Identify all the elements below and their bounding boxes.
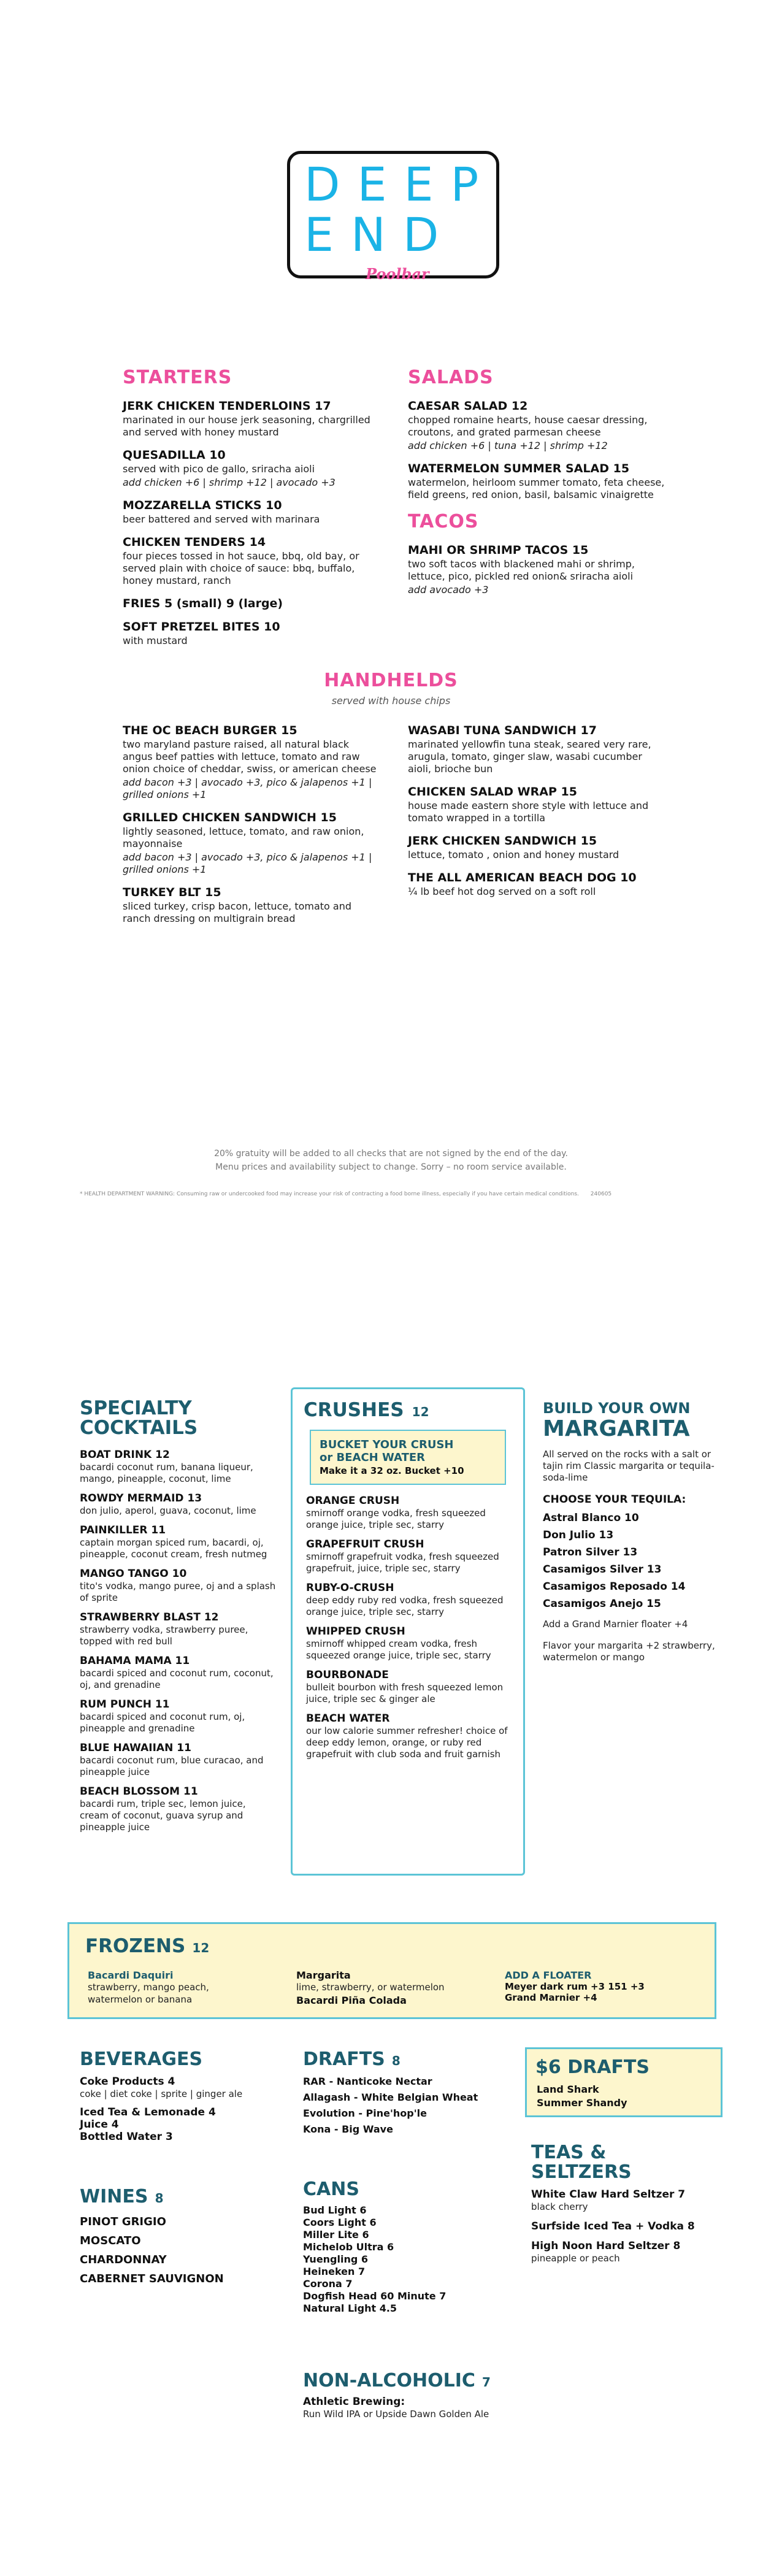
draft-item: Evolution - Pine'hop'le [303, 2107, 427, 2119]
coke-options: coke | diet coke | sprite | ginger ale [80, 2088, 243, 2099]
frozens-box [67, 1922, 716, 2019]
starter-item-name: JERK CHICKEN TENDERLOINS 17 [123, 399, 331, 413]
handheld-item-name: THE ALL AMERICAN BEACH DOG 10 [408, 871, 637, 884]
handheld-item-name: WASABI TUNA SANDWICH 17 [408, 724, 597, 737]
salad-item [408, 462, 665, 501]
health-warning-text: * HEALTH DEPARTMENT WARNING: Consuming raw or undercooked food may increase your risk of contracting a food borne illness, especially if you have certain medical conditions. [80, 1191, 579, 1197]
crush-item-desc: smirnoff orange vodka, fresh squeezed orange juice, triple sec, starry [306, 1508, 486, 1530]
handheld-item-desc: lightly seasoned, lettuce, tomato, and raw onion, mayonnaise [123, 826, 364, 849]
crush-item-desc: bulleit bourbon with fresh squeezed lemon juice, triple sec & ginger ale [306, 1682, 504, 1704]
tequila-item: Casamigos Reposado 14 [543, 1581, 686, 1593]
wine-item: MOSCATO [80, 2234, 141, 2247]
salad-item-desc: chopped romaine hearts, house caesar dressing, croutons, and grated parmesan cheese [408, 414, 648, 438]
crush-item-name: BOURBONADE [306, 1669, 389, 1681]
six-drafts-item-2: Summer Shandy [537, 2097, 627, 2109]
crush-item-name: GRAPEFRUIT CRUSH [306, 1538, 424, 1551]
crush-item [306, 1495, 510, 1531]
logo-script: Poolbar [366, 265, 429, 283]
can-item: Michelob Ultra 6 [303, 2241, 394, 2253]
crush-item [306, 1712, 510, 1760]
handhelds-left-list [123, 724, 380, 925]
can-item: Yuengling 6 [303, 2253, 369, 2265]
frozens-title-row [85, 1936, 209, 1956]
add-floater-title: ADD A FLOATER [505, 1969, 592, 1981]
margarita-frozen-desc: lime, strawberry, or watermelon [296, 1982, 445, 1993]
cocktail-item-desc: bacardi coconut rum, banana liqueur, mango, pineapple, coconut, lime [80, 1462, 253, 1484]
handhelds-left [123, 724, 380, 935]
handheld-item-addons: add bacon +3 | avocado +3, pico & jalapenos +1 | grilled onions +1 [123, 851, 372, 875]
wines-title-row [80, 2187, 264, 2207]
tequila-item: Casamigos Silver 13 [543, 1563, 662, 1576]
nonalc-section [303, 2371, 524, 2420]
crush-item [306, 1582, 510, 1618]
handheld-item-desc: two maryland pasture raised, all natural black angus beef patties with lettuce, tomato and raw onion choice of cheddar, swiss, or american cheese [123, 738, 377, 775]
bottled-water: Bottled Water 3 [80, 2131, 173, 2143]
starter-item-addons: add chicken +6 | shrimp +12 | avocado +3 [123, 477, 335, 488]
cocktail-item-name: ROWDY MERMAID 13 [80, 1492, 202, 1505]
crushes-price: 12 [412, 1405, 429, 1419]
logo-line1: DEEP [304, 157, 496, 212]
handheld-item [408, 785, 665, 824]
handheld-item [123, 724, 380, 801]
cocktail-item [80, 1655, 276, 1691]
draft-item: Kona - Big Wave [303, 2123, 393, 2135]
draft-item: Allagash - White Belgian Wheat [303, 2091, 478, 2103]
margarita-section [543, 1400, 727, 1663]
crush-item-desc: smirnoff whipped cream vodka, fresh squeezed orange juice, triple sec, starry [306, 1638, 491, 1661]
gratuity-note: 20% gratuity will be added to all checks that are not signed by the end of the day. [214, 1149, 568, 1159]
taco-item-desc: two soft tacos with blackened mahi or shrimp, lettuce, pico, pickled red onion& sriracha aioli [408, 558, 635, 582]
tacos-list [408, 543, 665, 596]
teas-title-2: SELTZERS [531, 2161, 632, 2183]
handhelds-subtitle: served with house chips [331, 695, 451, 707]
tequila-item: Astral Blanco 10 [543, 1512, 639, 1524]
seltzer-item-desc: black cherry [531, 2201, 588, 2212]
salad-item-desc: watermelon, heirloom summer tomato, feta cheese, field greens, red onion, basil, balsamic vinaigrette [408, 477, 665, 500]
choose-tequila: CHOOSE YOUR TEQUILA: [543, 1493, 686, 1506]
prices-note: Menu prices and availability subject to change. Sorry – no room service available. [215, 1162, 567, 1172]
starter-item [123, 597, 380, 610]
seltzer-item [531, 2220, 721, 2233]
salads-title: SALADS [408, 367, 494, 388]
starter-item-desc: served with pico de gallo, sriracha aioli [123, 463, 315, 475]
six-drafts-item-1: Land Shark [537, 2083, 599, 2095]
beverages-title: BEVERAGES [80, 2049, 203, 2070]
salad-item-addons: add chicken +6 | tuna +12 | shrimp +12 [408, 440, 608, 451]
wines-section [80, 2187, 264, 2291]
drafts-list [303, 2076, 512, 2135]
bucket-line-1: BUCKET YOUR CRUSH [320, 1438, 454, 1451]
margarita-title-1: BUILD YOUR OWN [543, 1400, 691, 1417]
six-drafts-box [525, 2047, 723, 2117]
crush-item [306, 1669, 510, 1705]
handhelds-right-list [408, 724, 665, 898]
floater-line-2: Grand Marnier +4 [505, 1992, 597, 2003]
cocktail-item-name: MANGO TANGO 10 [80, 1568, 187, 1580]
starter-item-name: CHICKEN TENDERS 14 [123, 535, 266, 549]
handhelds-header [0, 670, 782, 707]
salad-item-name: WATERMELON SUMMER SALAD 15 [408, 462, 630, 475]
frozens-price: 12 [192, 1941, 210, 1955]
starters-section [123, 367, 380, 657]
seltzer-item-name: White Claw Hard Seltzer 7 [531, 2188, 686, 2201]
handheld-item [408, 834, 665, 861]
handheld-item-name: JERK CHICKEN SANDWICH 15 [408, 834, 597, 848]
starter-item-name: FRIES 5 (small) 9 (large) [123, 597, 283, 610]
cocktail-item [80, 1698, 276, 1735]
notes [0, 1147, 782, 1174]
cocktail-item-desc: bacardi coconut rum, blue curacao, and pineapple juice [80, 1755, 264, 1777]
starter-item [123, 499, 380, 526]
specialty-section [80, 1398, 276, 1841]
bucket-line-2: or BEACH WATER [320, 1451, 426, 1464]
crushes-title: CRUSHES [304, 1399, 404, 1421]
handheld-item-desc: marinated yellowfin tuna steak, seared very rare, arugula, tomato, ginger slaw, wasabi cucumber aioli, brioche bun [408, 738, 651, 775]
can-item: Miller Lite 6 [303, 2229, 369, 2241]
handheld-item-desc: sliced turkey, crisp bacon, lettuce, tomato and ranch dressing on multigrain bread [123, 900, 352, 924]
crush-item-name: WHIPPED CRUSH [306, 1625, 405, 1638]
handheld-item-addons: add bacon +3 | avocado +3, pico & jalapenos +1 | grilled onions +1 [123, 776, 372, 800]
cocktail-item-name: BOAT DRINK 12 [80, 1449, 170, 1461]
cocktail-item [80, 1524, 276, 1560]
cans-section [303, 2180, 512, 2315]
drafts-section [303, 2050, 512, 2139]
crush-item [306, 1538, 510, 1574]
starter-item-desc: with mustard [123, 635, 188, 646]
handheld-item-name: CHICKEN SALAD WRAP 15 [408, 785, 577, 799]
cocktail-item-name: BAHAMA MAMA 11 [80, 1655, 190, 1667]
crushes-list [304, 1495, 512, 1760]
starters-title: STARTERS [123, 367, 232, 388]
tequila-list [543, 1512, 727, 1610]
crush-item-desc: smirnoff grapefruit vodka, fresh squeezed grapefruit, juice, triple sec, starry [306, 1551, 499, 1574]
margarita-frozen-name: Margarita [296, 1969, 351, 1981]
coke-products: Coke Products 4 [80, 2076, 175, 2088]
margarita-desc: All served on the rocks with a salt or tajin rim Classic margarita or tequila-soda-lime [543, 1449, 715, 1483]
seltzer-item-name: Surfside Iced Tea + Vodka 8 [531, 2220, 695, 2233]
teas-title-1: TEAS & [531, 2142, 607, 2163]
can-item: Coors Light 6 [303, 2217, 377, 2228]
handheld-item-name: GRILLED CHICKEN SANDWICH 15 [123, 811, 337, 824]
starter-item-desc: beer battered and served with marinara [123, 513, 320, 525]
crush-item-desc: our low calorie summer refresher! choice of deep eddy lemon, orange, or ruby red grapefruit with club soda and fruit garnish [306, 1725, 508, 1760]
handheld-item-name: TURKEY BLT 15 [123, 886, 221, 899]
tequila-item: Casamigos Anejo 15 [543, 1598, 661, 1610]
starter-item-desc: four pieces tossed in hot sauce, bbq, old bay, or served plain with choice of sauce: bbq, buffalo, honey mustard, ranch [123, 550, 359, 586]
cocktail-item-name: BLUE HAWAIIAN 11 [80, 1742, 191, 1754]
handheld-item-desc: lettuce, tomato , onion and honey mustard [408, 849, 619, 861]
handheld-item [123, 886, 380, 925]
cocktail-item-name: PAINKILLER 11 [80, 1524, 166, 1536]
handhelds-title: HANDHELDS [324, 670, 458, 691]
specialty-title-1: SPECIALTY [80, 1397, 192, 1419]
cocktail-item-desc: bacardi spiced and coconut rum, oj, pineapple and grenadine [80, 1711, 245, 1734]
logo-line2: END [304, 207, 456, 262]
cocktail-item-desc: strawberry vodka, strawberry puree, topped with red bull [80, 1624, 248, 1647]
drafts-title-row [303, 2050, 512, 2069]
crush-item [306, 1625, 510, 1662]
floater-line-1: Meyer dark rum +3 151 +3 [505, 1981, 645, 1992]
floater-note: Add a Grand Marnier floater +4 [543, 1619, 688, 1630]
cocktail-item [80, 1742, 276, 1778]
handheld-item [408, 724, 665, 775]
cocktail-item-name: BEACH BLOSSOM 11 [80, 1785, 198, 1798]
taco-item-name: MAHI OR SHRIMP TACOS 15 [408, 543, 589, 557]
starter-item [123, 448, 380, 489]
cocktail-item [80, 1568, 276, 1604]
seltzer-item-name: High Noon Hard Seltzer 8 [531, 2240, 681, 2252]
frozens-col-1 [88, 1969, 272, 2006]
bucket-callout [310, 1430, 506, 1485]
starter-item-name: SOFT PRETZEL BITES 10 [123, 620, 280, 634]
taco-item [408, 543, 665, 596]
draft-item: RAR - Nanticoke Nectar [303, 2076, 432, 2087]
seltzer-item [531, 2188, 721, 2213]
six-drafts-title: $6 DRAFTS [535, 2057, 650, 2078]
wines-list [80, 2215, 264, 2285]
iced-tea: Iced Tea & Lemonade 4 [80, 2106, 216, 2118]
crushes-box [291, 1387, 525, 1876]
frozens-title: FROZENS [85, 1935, 186, 1957]
crush-item-desc: deep eddy ruby red vodka, fresh squeezed orange juice, triple sec, starry [306, 1595, 504, 1617]
taco-item-addons: add avocado +3 [408, 584, 489, 596]
seltzer-item-desc: pineapple or peach [531, 2253, 620, 2264]
cans-title: CANS [303, 2179, 359, 2200]
logo [287, 151, 500, 283]
frozens-col-2 [296, 1969, 480, 2006]
margarita-title-2: MARGARITA [543, 1416, 690, 1441]
teas-section [531, 2143, 721, 2272]
juice: Juice 4 [80, 2118, 119, 2131]
cocktail-item-name: RUM PUNCH 11 [80, 1698, 170, 1711]
cocktail-item [80, 1492, 276, 1517]
drafts-price: 8 [391, 2053, 401, 2068]
tequila-item: Patron Silver 13 [543, 1546, 638, 1558]
wine-item: CABERNET SAUVIGNON [80, 2272, 224, 2285]
salads-section [408, 367, 665, 606]
tequila-item: Don Julio 13 [543, 1529, 614, 1541]
starter-item [123, 620, 380, 647]
cocktail-item-desc: don julio, aperol, guava, coconut, lime [80, 1505, 256, 1516]
nonalc-title: NON-ALCOHOLIC [303, 2370, 475, 2391]
salads-list [408, 399, 665, 501]
bucket-line-3: Make it a 32 oz. Bucket +10 [320, 1465, 464, 1476]
teas-list [531, 2188, 721, 2264]
handheld-item-desc: house made eastern shore style with lettuce and tomato wrapped in a tortilla [408, 800, 649, 824]
menu-code: 240605 [590, 1191, 612, 1197]
crush-item-name: BEACH WATER [306, 1712, 390, 1725]
cans-list [303, 2204, 512, 2315]
athletic-options: Run Wild IPA or Upside Dawn Golden Ale [303, 2409, 489, 2420]
handheld-item [123, 811, 380, 876]
nonalc-price: 7 [482, 2375, 491, 2390]
starter-item-name: MOZZARELLA STICKS 10 [123, 499, 282, 512]
can-item: Corona 7 [303, 2278, 353, 2290]
daquiri-desc: strawberry, mango peach, watermelon or banana [88, 1982, 209, 2005]
can-item: Natural Light 4.5 [303, 2302, 397, 2314]
seltzer-item [531, 2240, 721, 2264]
crush-item-name: RUBY-O-CRUSH [306, 1582, 394, 1594]
starter-item [123, 535, 380, 587]
frozens-col-3 [505, 1969, 689, 2003]
wine-item: PINOT GRIGIO [80, 2215, 166, 2228]
handheld-item-desc: ¼ lb beef hot dog served on a soft roll [408, 886, 596, 897]
cocktail-item-desc: captain morgan spiced rum, bacardi, oj, pineapple, coconut cream, fresh nutmeg [80, 1537, 267, 1560]
flavor-note: Flavor your margarita +2 strawberry, watermelon or mango [543, 1640, 715, 1663]
tacos-title: TACOS [408, 511, 479, 532]
cocktail-item-name: STRAWBERRY BLAST 12 [80, 1611, 219, 1623]
handhelds-right [408, 724, 665, 908]
cocktail-item-desc: tito's vodka, mango puree, oj and a splash of sprite [80, 1581, 276, 1603]
cocktail-item [80, 1611, 276, 1647]
crushes-title-row [304, 1400, 512, 1420]
athletic-brewing: Athletic Brewing: [303, 2396, 405, 2408]
salad-item-name: CAESAR SALAD 12 [408, 399, 528, 413]
pina-colada-name: Bacardi Piña Colada [296, 1995, 407, 2006]
can-item: Heineken 7 [303, 2266, 366, 2277]
wines-price: 8 [155, 2191, 164, 2206]
specialty-title-2: COCKTAILS [80, 1417, 198, 1439]
handheld-item-name: THE OC BEACH BURGER 15 [123, 724, 297, 737]
can-item: Bud Light 6 [303, 2204, 367, 2216]
salad-item [408, 399, 665, 452]
cocktail-item-desc: bacardi rum, triple sec, lemon juice, cream of coconut, guava syrup and pineapple juice [80, 1798, 246, 1833]
cocktail-item [80, 1449, 276, 1485]
drafts-title: DRAFTS [303, 2049, 385, 2070]
can-item: Dogfish Head 60 Minute 7 [303, 2290, 447, 2302]
starter-item-desc: marinated in our house jerk seasoning, chargrilled and served with honey mustard [123, 414, 370, 438]
cocktail-item-desc: bacardi spiced and coconut rum, coconut, oj, and grenadine [80, 1668, 274, 1690]
starters-list [123, 399, 380, 647]
starter-item-name: QUESADILLA 10 [123, 448, 226, 462]
beverages-section [80, 2050, 264, 2143]
health-warning [80, 1191, 718, 1197]
cocktail-item [80, 1785, 276, 1833]
nonalc-title-row [303, 2371, 524, 2391]
wines-title: WINES [80, 2186, 148, 2207]
specialty-list [80, 1449, 276, 1833]
daquiri-name: Bacardi Daquiri [88, 1969, 174, 1981]
crush-item-name: ORANGE CRUSH [306, 1495, 400, 1507]
handheld-item [408, 871, 665, 898]
starter-item [123, 399, 380, 439]
wine-item: CHARDONNAY [80, 2253, 167, 2266]
